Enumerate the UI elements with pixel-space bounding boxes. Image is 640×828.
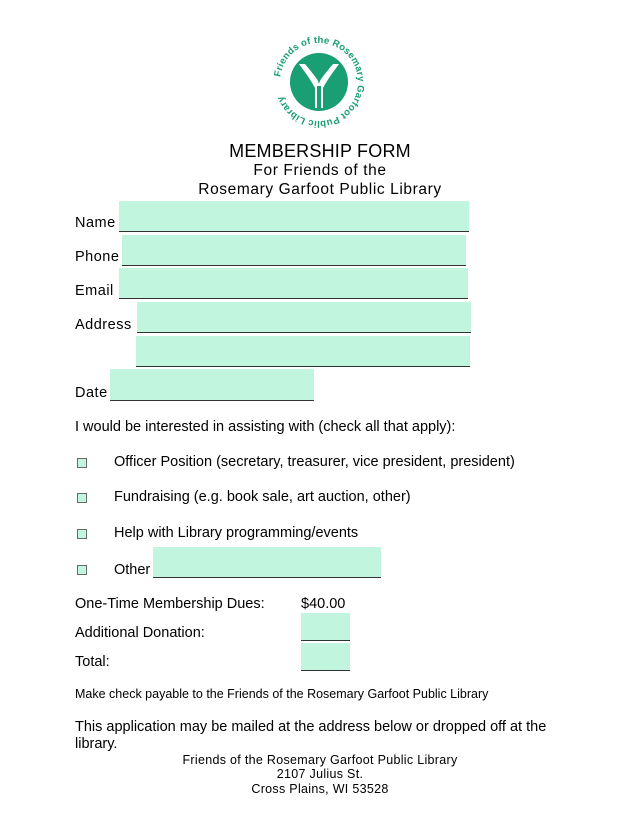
name-input[interactable] xyxy=(119,201,469,232)
option-programming-label: Help with Library programming/events xyxy=(114,525,359,541)
total-input[interactable] xyxy=(301,643,350,671)
payable-note: Make check payable to the Friends of the Rosemary Garfoot Public Library xyxy=(75,687,489,701)
email-input[interactable] xyxy=(119,268,468,299)
form-title: MEMBERSHIP FORM xyxy=(229,141,411,161)
phone-input[interactable] xyxy=(122,235,466,266)
footer-street: 2107 Julius St. xyxy=(276,767,364,781)
phone-label: Phone xyxy=(75,249,120,265)
form-subtitle-1: For Friends of the xyxy=(253,162,387,179)
form-subtitle-2: Rosemary Garfoot Public Library xyxy=(198,181,442,198)
interest-prompt: I would be interested in assisting with (check all that apply): xyxy=(75,419,456,435)
address-label: Address xyxy=(75,317,132,333)
onetime-dues-value: $40.00 xyxy=(301,596,346,612)
library-logo xyxy=(271,34,367,130)
option-officer-label: Officer Position (secretary, treasurer, vice president, president) xyxy=(114,454,515,470)
address-input-line2[interactable] xyxy=(136,336,470,367)
footer-org: Friends of the Rosemary Garfoot Public Library xyxy=(182,753,458,767)
donation-label: Additional Donation: xyxy=(75,625,205,641)
date-input[interactable] xyxy=(110,369,314,401)
checkbox-fundraising[interactable] xyxy=(77,493,87,503)
logo-ring-text: Friends of the Rosemary Garfoot Public Library xyxy=(272,34,367,130)
option-other-label: Other xyxy=(114,562,151,578)
checkbox-other[interactable] xyxy=(77,565,87,575)
donation-input[interactable] xyxy=(301,613,350,641)
other-input[interactable] xyxy=(153,547,381,578)
total-label: Total: xyxy=(75,654,110,670)
name-label: Name xyxy=(75,215,116,231)
address-input-line1[interactable] xyxy=(137,302,471,333)
mail-note: This application may be mailed at the address below or dropped off at the library. xyxy=(75,719,547,752)
onetime-dues-label: One-Time Membership Dues: xyxy=(75,596,265,612)
option-fundraising-label: Fundraising (e.g. book sale, art auction, other) xyxy=(114,489,411,505)
date-label: Date xyxy=(75,385,108,401)
logo-emblem-icon xyxy=(271,34,367,130)
checkbox-officer[interactable] xyxy=(77,458,87,468)
checkbox-programming[interactable] xyxy=(77,529,87,539)
email-label: Email xyxy=(75,283,114,299)
footer-city: Cross Plains, WI 53528 xyxy=(251,782,389,796)
